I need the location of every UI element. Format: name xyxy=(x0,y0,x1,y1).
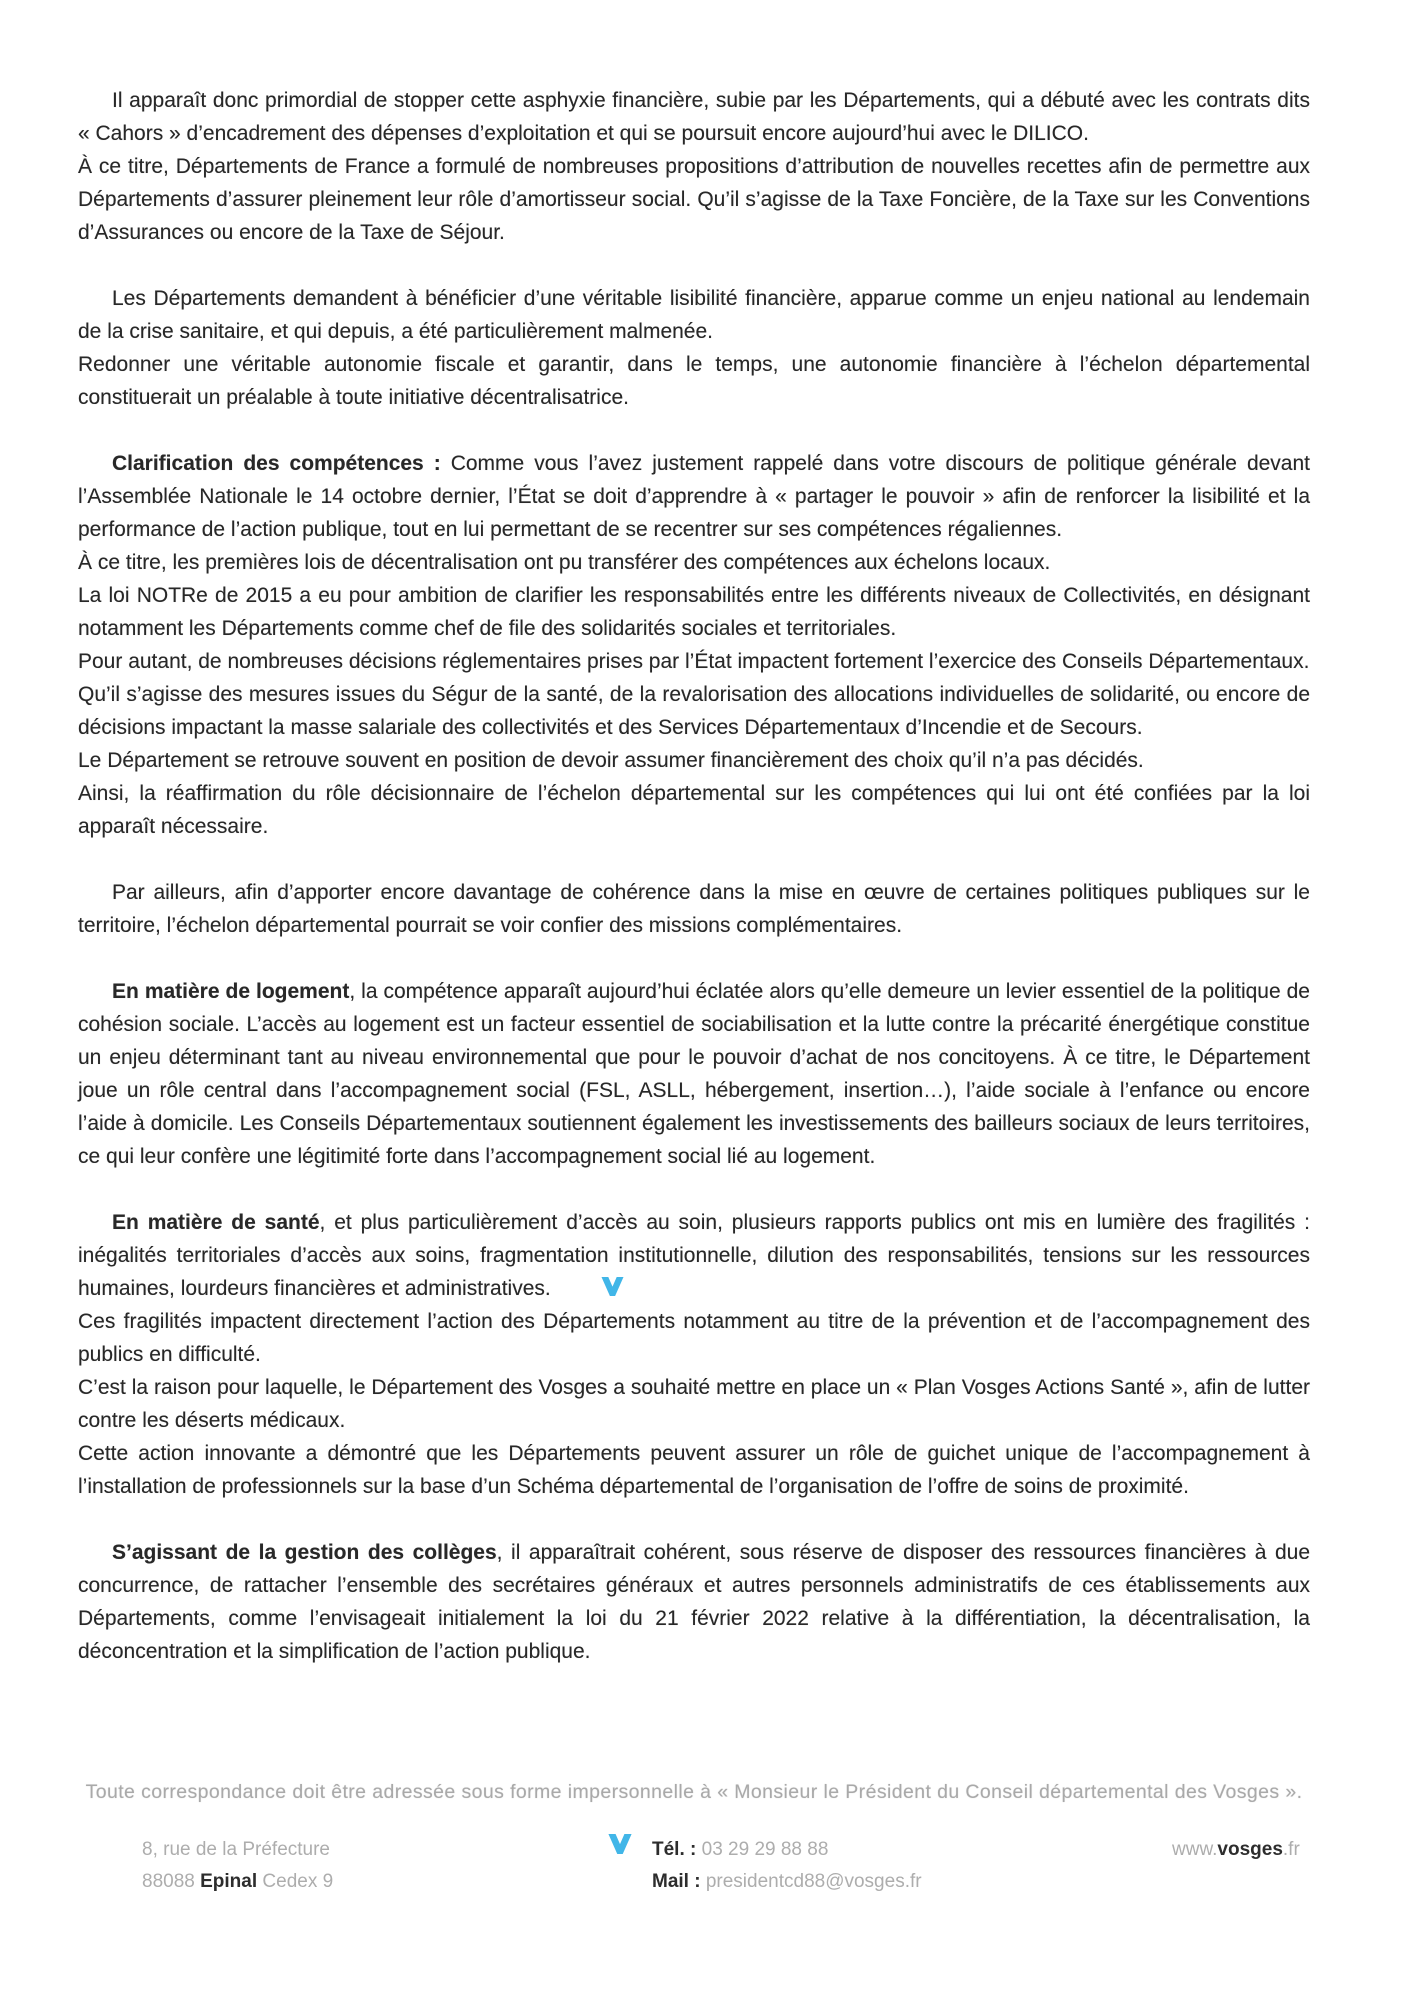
vosges-v-watermark-icon xyxy=(567,1277,624,1296)
text-segment: À ce titre, Départements de France a formulé de nombreuses propositions d’attribution de nouvelles recettes afin de permettre aux Départements d’assurer pleinement leur rôle d’amortisseur social. Qu’il s’agisse de la Taxe Foncière, de la Taxe sur les Conventions d’Assurances ou encore de la Taxe de Séjour. xyxy=(78,155,1310,244)
text-segment: C’est la raison pour laquelle, le Département des Vosges a souhaité mettre en place un « Plan Vosges Actions Santé », afin de lutter contre les déserts médicaux. xyxy=(78,1376,1310,1432)
footer-website xyxy=(1172,1834,1300,1866)
text-segment: Qu’il s’agisse des mesures issues du Ségur de la santé, de la revalorisation des allocations individuelles de solidarité, ou encore de décisions impactant la masse salariale des collectivités et des Services Départementaux d’Incendie et de Secours. xyxy=(78,683,1310,739)
website-tld: .fr xyxy=(1282,1839,1300,1860)
bold-lead: En matière de logement xyxy=(112,980,350,1003)
text-segment: Clarification des compétences : Comme vous l’avez justement rappelé dans votre discours de politique générale devant l’Assemblée Nationale le 14 octobre dernier, l’État se doit d’apprendre à « partager le pouvoir » afin de renforcer la lisibilité et la performance de l’action publique, tout en lui permettant de se recentrer sur ses compétences régaliennes. xyxy=(78,452,1310,541)
text-segment: Redonner une véritable autonomie fiscale et garantir, dans le temps, une autonomie financière à l’échelon départemental constituerait un préalable à toute initiative décentralisatrice. xyxy=(78,353,1310,409)
text-segment: Ainsi, la réaffirmation du rôle décisionnaire de l’échelon départemental sur les compétences qui lui ont été confiées par la loi apparaît nécessaire. xyxy=(78,782,1310,838)
text-segment: En matière de santé, et plus particulièrement d’accès au soin, plusieurs rapports publics ont mis en lumière des fragilités : inégalités territoriales d’accès aux soins, fragmentation institutionnelle, dilution des responsabilités, tensions sur les ressources humaines, lourdeurs financières et administratives. xyxy=(78,1211,1310,1300)
address-street: 8, rue de la Préfecture xyxy=(142,1839,330,1860)
paragraph xyxy=(78,1206,1310,1503)
phone-number: 03 29 29 88 88 xyxy=(696,1839,829,1860)
paragraph xyxy=(78,447,1310,843)
letter-body xyxy=(78,84,1310,1701)
text-segment: Les Départements demandent à bénéficier d’une véritable lisibilité financière, apparue comme un enjeu national au lendemain de la crise sanitaire, et qui depuis, a été particulièrement malmenée. xyxy=(78,287,1310,343)
website-domain: vosges xyxy=(1217,1839,1283,1860)
paragraph xyxy=(78,876,1310,942)
text-segment: Par ailleurs, afin d’apporter encore davantage de cohérence dans la mise en œuvre de certaines politiques publiques sur le territoire, l’échelon départemental pourrait se voir confier des missions complémentaires. xyxy=(78,881,1310,937)
text-segment: La loi NOTRe de 2015 a eu pour ambition de clarifier les responsabilités entre les différents niveaux de Collectivités, en désignant notamment les Départements comme chef de file des solidarités sociales et territoriales. xyxy=(78,584,1310,640)
text-segment: Le Département se retrouve souvent en position de devoir assumer financièrement des choix qu’il n’a pas décidés. xyxy=(78,749,1144,772)
text-segment: Ces fragilités impactent directement l’action des Départements notamment au titre de la prévention et de l’accompagnement des publics en difficulté. xyxy=(78,1310,1310,1366)
footer-notice: Toute correspondance doit être adressée sous forme impersonnelle à « Monsieur le Président du Conseil départemental des Vosges ». xyxy=(85,1781,1303,1803)
footer-address xyxy=(142,1834,333,1898)
text-segment: S’agissant de la gestion des collèges, il apparaîtrait cohérent, sous réserve de disposer des ressources financières à due concurrence, de rattacher l’ensemble des secrétaires généraux et autres personnels administratifs de ces établissements aux Départements, comme l’envisageait initialement la loi du 21 février 2022 relative à la différentiation, la décentralisation, la déconcentration et la simplification de l’action publique. xyxy=(78,1541,1310,1663)
paragraph xyxy=(78,282,1310,414)
paragraph xyxy=(78,975,1310,1173)
mail-line xyxy=(652,1866,922,1898)
bold-lead: Clarification des compétences : xyxy=(112,452,441,475)
footer-contact xyxy=(652,1834,922,1898)
phone-label: Tél. : xyxy=(652,1839,697,1860)
mail-address: presidentcd88@vosges.fr xyxy=(700,1871,922,1892)
text-segment: Pour autant, de nombreuses décisions réglementaires prises par l’État impactent fortement l’exercice des Conseils Départementaux. xyxy=(78,650,1310,673)
paragraph xyxy=(78,1536,1310,1668)
address-city: Epinal xyxy=(200,1871,258,1892)
vosges-logo-v-icon xyxy=(608,1834,632,1854)
website-www: www. xyxy=(1172,1839,1218,1860)
address-postcode: 88088 xyxy=(142,1871,201,1892)
address-line-1 xyxy=(142,1834,333,1866)
paragraph xyxy=(78,84,1310,249)
text-segment: Cette action innovante a démontré que les Départements peuvent assurer un rôle de guichet unique de l’accompagnement à l’installation de professionnels sur la base d’un Schéma départemental de l’organisation de l’offre de soins de proximité. xyxy=(78,1442,1310,1498)
text-segment: Il apparaît donc primordial de stopper cette asphyxie financière, subie par les Départements, qui a débuté avec les contrats dits « Cahors » d’encadrement des dépenses d’exploitation et qui se poursuit encore aujourd’hui avec le DILICO. xyxy=(78,89,1310,145)
bold-lead: S’agissant de la gestion des collèges xyxy=(112,1541,497,1564)
text-segment: À ce titre, les premières lois de décentralisation ont pu transférer des compétences aux échelons locaux. xyxy=(78,551,1051,574)
phone-line xyxy=(652,1834,922,1866)
text-segment: En matière de logement, la compétence apparaît aujourd’hui éclatée alors qu’elle demeure un levier essentiel de la politique de cohésion sociale. L’accès au logement est un facteur essentiel de sociabilisation et la lutte contre la précarité énergétique constitue un enjeu déterminant tant au niveau environnemental que pour le pouvoir d’achat de nos concitoyens. À ce titre, le Département joue un rôle central dans l’accompagnement social (FSL, ASLL, hébergement, insertion…), l’aide sociale à l’enfance ou encore l’aide à domicile. Les Conseils Départementaux soutiennent également les investissements des bailleurs sociaux de leurs territoires, ce qui leur confère une légitimité forte dans l’accompagnement social lié au logement. xyxy=(78,980,1310,1168)
bold-lead: En matière de santé xyxy=(112,1211,320,1234)
address-line-2 xyxy=(142,1866,333,1898)
address-cedex: Cedex 9 xyxy=(257,1871,334,1892)
mail-label: Mail : xyxy=(652,1871,701,1892)
